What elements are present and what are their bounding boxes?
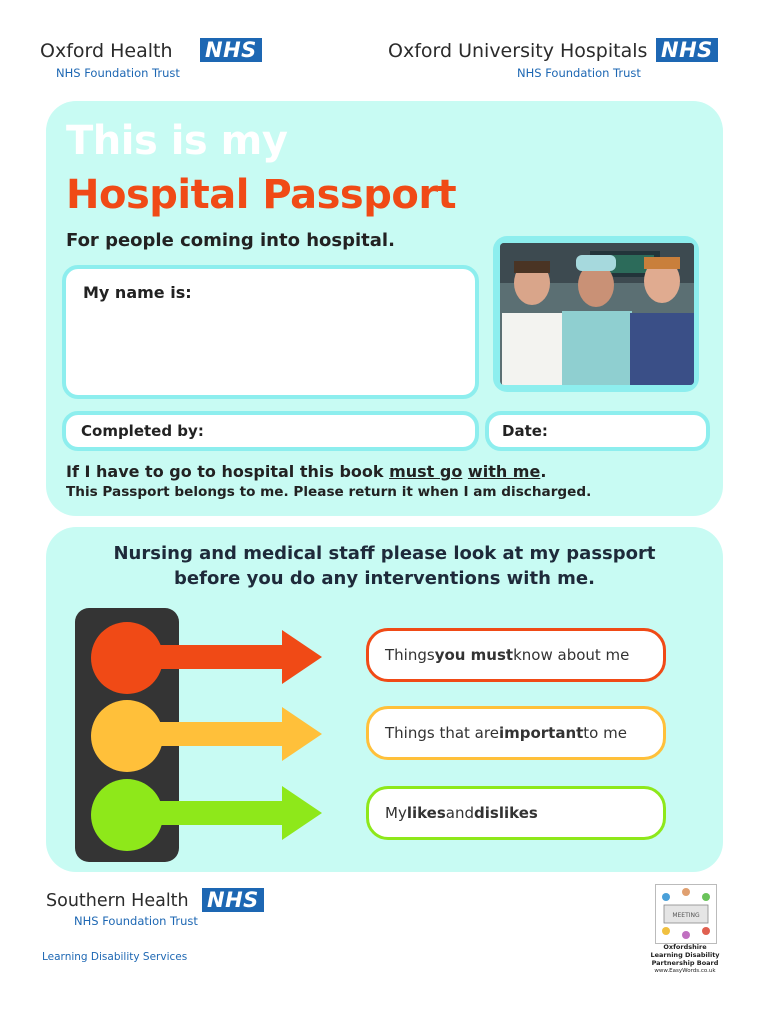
board-line-1: Oxfordshire [663, 943, 707, 951]
ouh-sub: NHS Foundation Trust [517, 66, 641, 80]
board-sign-text: MEETING [672, 912, 700, 919]
note-end: . [540, 462, 547, 481]
red-arrow-icon [160, 630, 322, 684]
name-label: My name is: [83, 283, 192, 302]
green-arrow-icon [160, 786, 322, 840]
important-box [366, 706, 666, 760]
important-pre: Things that are [385, 724, 499, 742]
note-with-me: with me [467, 462, 541, 481]
subtitle: For people coming into hospital. [66, 230, 395, 251]
staff-message-line-1: Nursing and medical staff please look at my passport [113, 543, 656, 564]
oxford-health-sub: NHS Foundation Trust [56, 66, 180, 80]
staff-photo-icon [500, 243, 694, 385]
southern-health-name: Southern Health [46, 891, 189, 911]
ouh-name: Oxford University Hospitals [388, 40, 648, 62]
note-prefix: If I have to go to hospital this book [66, 462, 390, 481]
name-field[interactable] [62, 265, 479, 399]
must-know-box [366, 628, 666, 682]
completed-by-field[interactable] [62, 411, 479, 451]
southern-health-sub: NHS Foundation Trust [74, 914, 198, 928]
date-label: Date: [502, 422, 548, 440]
date-field[interactable] [485, 411, 710, 451]
likes-bold: likes [406, 804, 446, 822]
learning-disability-services: Learning Disability Services [42, 951, 188, 963]
staff-message-line-2: before you do any interventions with me. [174, 568, 595, 589]
oxford-health-name: Oxford Health [40, 40, 173, 62]
important-bold: important [498, 724, 584, 742]
likes-pre: My [385, 804, 407, 822]
staff-message [46, 541, 723, 591]
likes-box [366, 786, 666, 840]
likes-bold-2: dislikes [474, 804, 538, 822]
title-line-2: Hospital Passport [66, 172, 457, 218]
important-post: to me [583, 724, 627, 742]
nhs-logo: NHS [656, 38, 718, 62]
board-line-2: Learning Disability [650, 951, 720, 959]
must-know-pre: Things [385, 646, 435, 664]
arrows-icon [160, 630, 330, 840]
nhs-logo: NHS [202, 888, 264, 912]
must-know-post: know about me [513, 646, 630, 664]
must-know-bold: you must [434, 646, 514, 664]
board-line-3: Partnership Board [651, 959, 719, 967]
partnership-board-text [640, 943, 730, 975]
green-lamp-icon [91, 779, 163, 851]
partnership-board-logo-icon [655, 884, 717, 944]
completed-by-label: Completed by: [81, 422, 204, 440]
likes-mid: and [445, 804, 475, 822]
board-url: www.EasyWords.co.uk [654, 968, 716, 974]
title-line-1: This is my [66, 118, 288, 164]
nhs-logo: NHS [200, 38, 262, 62]
must-go-note [66, 462, 546, 481]
note-must-go: must go [389, 462, 463, 481]
amber-arrow-icon [160, 707, 322, 761]
amber-lamp-icon [91, 700, 163, 772]
red-lamp-icon [91, 622, 163, 694]
return-note: This Passport belongs to me. Please return it when I am discharged. [66, 484, 592, 500]
